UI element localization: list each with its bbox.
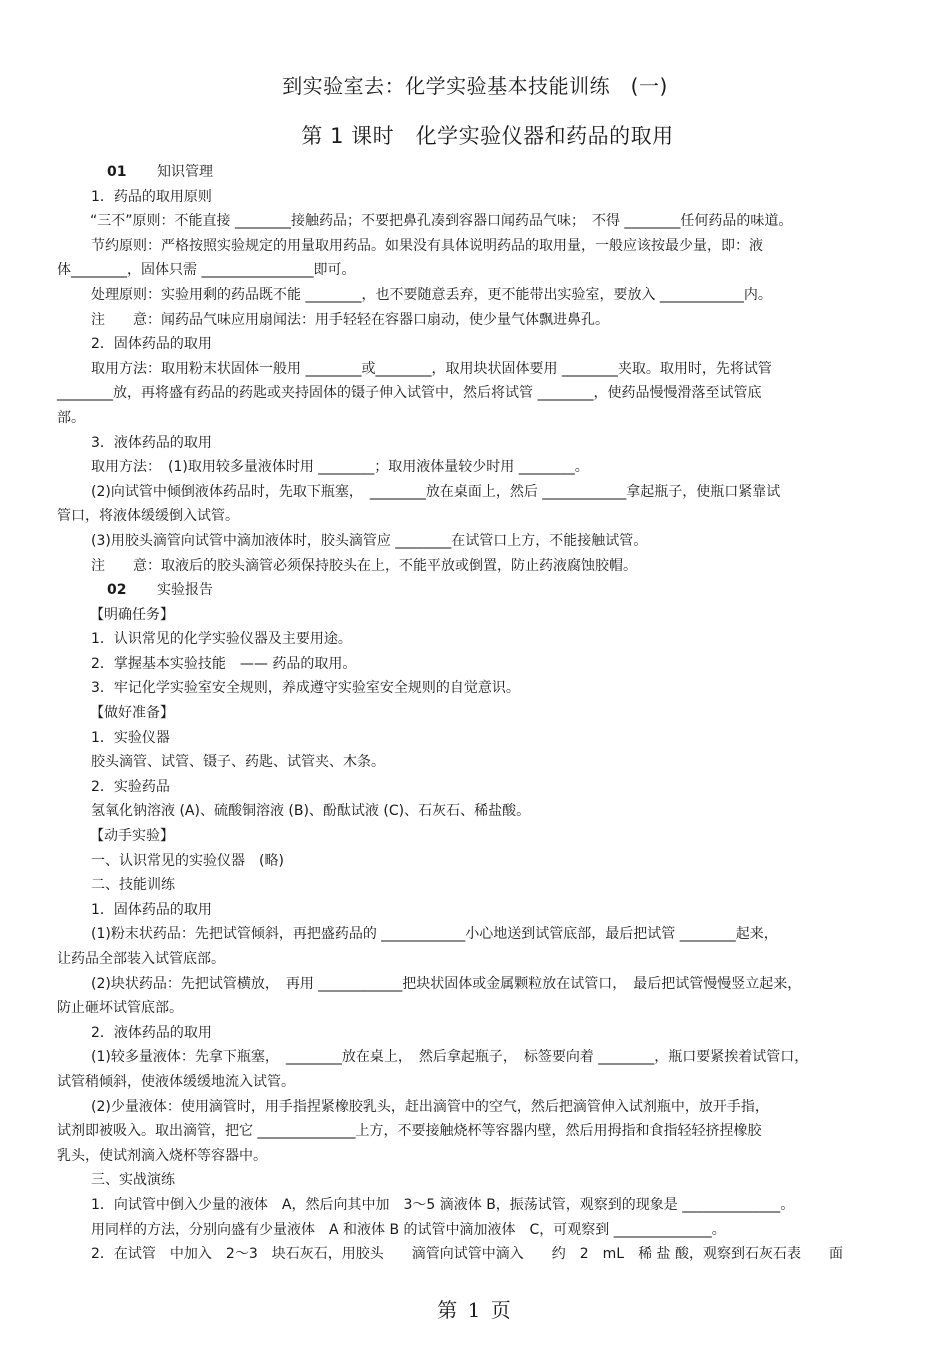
- skill-solid-heading: 1．固体药品的取用: [91, 901, 212, 918]
- skill-liquid-heading: 2．液体药品的取用: [91, 1024, 212, 1041]
- section-heading-knowledge: 01 知识管理: [107, 164, 213, 180]
- rule-disposal: 处理原则：实验用剩的药品既不能 ________，也不要随意丢弃，更不能带出实验室，要放入 ____________内。: [91, 286, 772, 303]
- prep-instruments-heading: 1．实验仪器: [91, 729, 170, 746]
- task-3: 3．牢记化学实验室安全规则，养成遵守实验室安全规则的自觉意识。: [91, 680, 520, 697]
- rule-economy: 节约原则：严格按照实验规定的用量取用药品。如果没有具体说明药品的取用量，一般应该按最少量，即：液: [91, 237, 763, 254]
- tasks-heading: 【明确任务】: [90, 606, 174, 623]
- prep-reagents-heading: 2．实验药品: [91, 778, 170, 795]
- liquid-method: 取用方法： (1)取用较多量液体时用 ________；取用液体量较少时用 ________。: [91, 459, 589, 476]
- skill-block: (2)块状药品：先把试管横放， 再用 ____________把块状固体或金属颗粒放在试管口， 最后把试管慢慢竖立起来，: [91, 975, 802, 992]
- note-smell: 注 意：闻药品气味应用扇闻法：用手轻轻在容器口扇动，使少量气体飘进鼻孔。: [91, 311, 609, 328]
- page-number: 第 1 页: [437, 1298, 513, 1322]
- skill-powder: (1)粉末状药品：先把试管倾斜，再把盛药品的 ____________小心地送到试管底部，最后把试管 ________起来，: [91, 926, 778, 943]
- task-2: 2．掌握基本实验技能 —— 药品的取用。: [91, 655, 357, 672]
- solid-method: 取用方法：取用粉末状固体一般用 ________或________，取用块状固体要用 ________夹取。取用时，先将试管: [91, 360, 772, 377]
- practice-1: 1．向试管中倒入少量的液体 A，然后向其中加 3～5 滴液体 B，振荡试管，观察到的现象是 ______________。: [91, 1196, 795, 1213]
- document-body: [57, 160, 893, 1267]
- skill-small-liquid: (2)少量液体：使用滴管时，用手指捏紧橡胶乳头，赶出滴管中的空气，然后把滴管伸入试剂瓶中，放开手指，: [91, 1098, 769, 1115]
- skill-large-liquid: (1)较多量液体：先拿下瓶塞， ________放在桌上， 然后拿起瓶子， 标签要向着 ________，瓶口要紧挨着试管口，: [91, 1049, 809, 1066]
- skill-powder-cont: 让药品全部装入试管底部。: [57, 951, 225, 967]
- liquid-dropper: (3)用胶头滴管向试管中滴加液体时，胶头滴管应 ________在试管口上方，不能接触试管。: [91, 532, 648, 549]
- experiment-heading: 【动手实验】: [90, 828, 174, 845]
- rule-three-nots: “三不”原则：不能直接 ________接触药品；不要把鼻孔凑到容器口闻药品气味； 不得 ________任何药品的味道。: [90, 213, 793, 230]
- part-one: 一、认识常见的实验仪器 (略): [91, 852, 284, 869]
- liquid-pour-cont: 管口，将液体缓缓倒入试管。: [57, 508, 239, 525]
- practice-1-cont: 用同样的方法，分别向盛有少量液体 A 和液体 B 的试管中滴加液体 C，可观察到 ______________。: [91, 1221, 726, 1238]
- skill-block-cont: 防止砸坏试管底部。: [57, 1000, 183, 1017]
- prep-reagents: 氢氧化钠溶液 (A)、硫酸铜溶液 (B)、酚酞试液 (C)、石灰石、稀盐酸。: [91, 803, 531, 820]
- solid-method-end: 部。: [57, 409, 85, 426]
- heading-liquid: 3．液体药品的取用: [91, 434, 212, 451]
- section-heading-report: 02 实验报告: [107, 582, 213, 599]
- note-dropper: 注 意：取液后的胶头滴管必须保持胶头在上，不能平放或倒置，防止药液腐蚀胶帽。: [91, 557, 637, 574]
- skill-small-liquid-cont: 试剂即被吸入。取出滴管，把它 ______________上方，不要接触烧杯等容器内壁，然后用拇指和食指轻轻挤捏橡胶: [57, 1123, 762, 1140]
- task-1: 1．认识常见的化学实验仪器及主要用途。: [91, 631, 352, 648]
- prep-instruments: 胶头滴管、试管、镊子、药匙、试管夹、木条。: [91, 754, 385, 771]
- skill-large-liquid-cont: 试管稍倾斜，使液体缓缓地流入试管。: [57, 1073, 295, 1090]
- heading-principles: 1．药品的取用原则: [91, 188, 212, 205]
- lesson-subtitle: 第 1 课时 化学实验仪器和药品的取用: [301, 124, 674, 148]
- rule-economy-cont: 体________，固体只需 ________________即可。: [57, 262, 356, 279]
- skill-small-liquid-end: 乳头，使试剂滴入烧杯等容器中。: [57, 1147, 267, 1164]
- practice-2: 2．在试管 中加入 2～3 块石灰石，用胶头 滴管向试管中滴入 约 2 mL 稀 盐 酸，观察到石灰石表 面: [91, 1246, 843, 1263]
- liquid-pour: (2)向试管中倾倒液体药品时，先取下瓶塞， ________放在桌面上，然后 ____________拿起瓶子，使瓶口紧靠试: [91, 483, 781, 500]
- part-three: 三、实战演练: [91, 1172, 175, 1189]
- heading-solid: 2．固体药品的取用: [91, 336, 212, 353]
- prep-heading: 【做好准备】: [90, 705, 174, 722]
- part-two: 二、技能训练: [91, 877, 175, 894]
- document-title: 到实验室去：化学实验基本技能训练 (一): [282, 74, 668, 98]
- solid-method-cont: ________放，再将盛有药品的药匙或夹持固体的镊子伸入试管中，然后将试管 ________，使药品慢慢滑落至试管底: [57, 385, 762, 402]
